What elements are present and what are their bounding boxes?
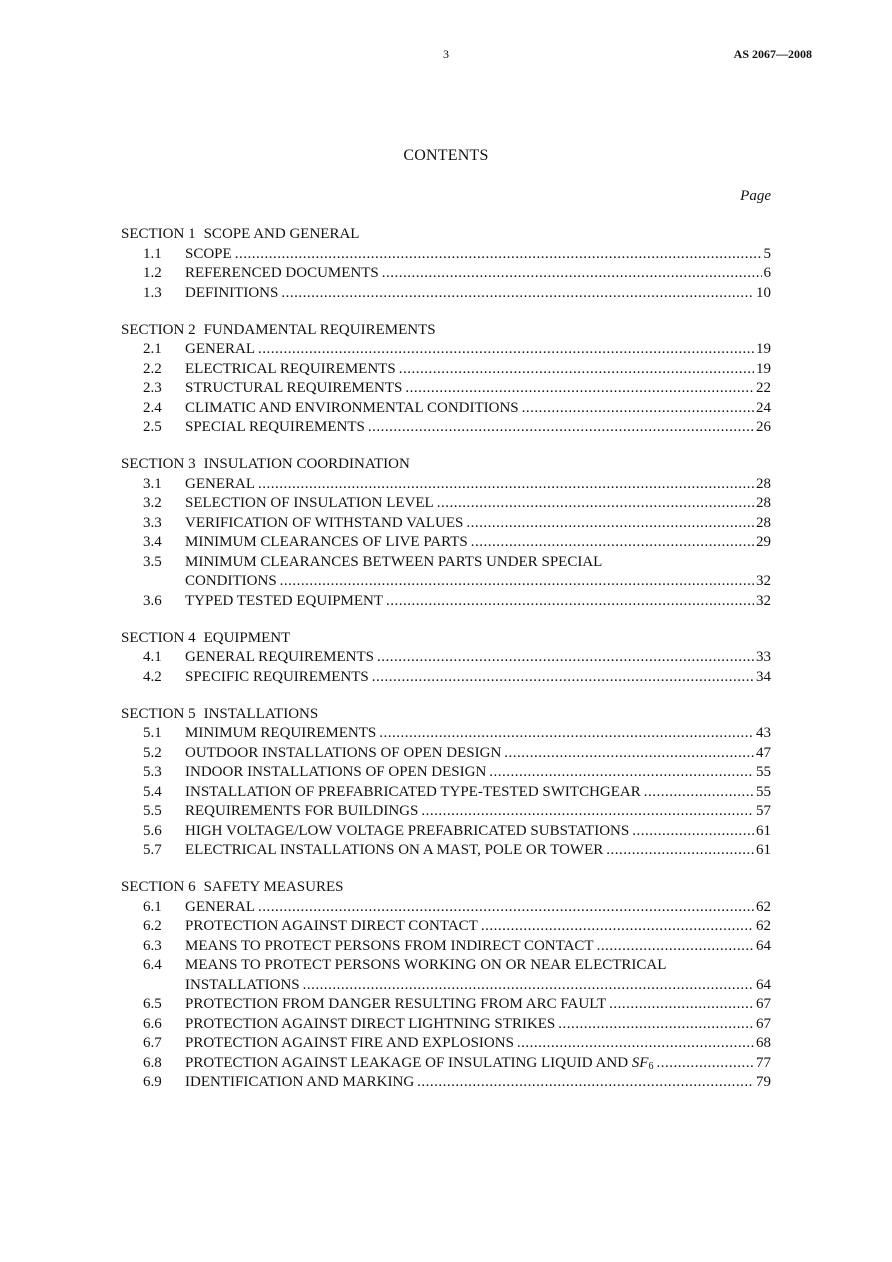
entry-page-number: 61 (756, 842, 771, 859)
entry-page-number: 34 (756, 668, 771, 685)
entry-page-number: 62 (756, 898, 771, 915)
entry-number: 1.3 (143, 284, 162, 301)
entry-number: 2.5 (143, 419, 162, 436)
entry-title-continued: CONDITIONS (185, 573, 277, 590)
toc-entry[interactable] (121, 418, 771, 438)
entry-number: 5.6 (143, 822, 162, 839)
entry-title (185, 399, 519, 419)
entry-page-number: 10 (756, 284, 771, 301)
entry-body (185, 648, 771, 668)
entry-body (185, 724, 771, 744)
entry-page-number: 24 (756, 399, 771, 416)
toc-entry[interactable] (121, 533, 771, 553)
entry-title-text: GENERAL (185, 475, 255, 492)
entry-page-number: 28 (756, 475, 771, 492)
dot-leader (609, 995, 754, 1015)
toc-entry[interactable] (121, 340, 771, 360)
entry-title (185, 245, 232, 265)
entry-line (185, 553, 771, 573)
entry-line (185, 976, 771, 996)
entry-page-number: 28 (756, 495, 771, 512)
section-heading[interactable] (121, 878, 771, 898)
toc-entry[interactable] (121, 937, 771, 957)
section-label: SECTION 5 (121, 705, 196, 722)
entry-number: 2.1 (143, 341, 162, 358)
entry-page-number: 19 (756, 341, 771, 358)
contents-title: CONTENTS (403, 147, 489, 164)
entry-page-number: 6 (763, 265, 771, 281)
entry-body (185, 668, 771, 688)
section-label: SECTION 6 (121, 879, 196, 896)
entry-line (185, 763, 771, 783)
entry-number: 6.8 (143, 1054, 162, 1071)
entry-number: 6.2 (143, 918, 162, 935)
entry-body (185, 898, 771, 918)
entry-title (185, 783, 641, 803)
entry-title (185, 937, 594, 957)
entry-body (185, 399, 771, 419)
entry-page-number: 33 (756, 649, 771, 666)
entry-title-text: PROTECTION AGAINST DIRECT CONTACT (185, 918, 478, 935)
toc-section (121, 225, 771, 303)
dot-leader (379, 724, 754, 744)
entry-number: 3.6 (143, 592, 162, 609)
entry-title (185, 668, 369, 688)
entry-line (185, 668, 771, 688)
dot-leader (504, 744, 754, 764)
toc-entry[interactable] (121, 1034, 771, 1054)
toc-entry[interactable] (121, 648, 771, 668)
entry-title (185, 995, 606, 1015)
entry-title (185, 494, 434, 514)
section-heading[interactable] (121, 455, 771, 475)
entry-number: 2.3 (143, 380, 162, 397)
entry-title (185, 553, 602, 573)
entry-page-number: 77 (756, 1054, 771, 1071)
entry-line (185, 475, 771, 495)
entry-line (185, 340, 771, 360)
entry-line (185, 841, 771, 861)
dot-leader (644, 783, 754, 803)
entry-body (185, 284, 771, 304)
dot-leader (399, 360, 754, 380)
entry-title (185, 284, 278, 304)
dot-leader (632, 822, 754, 842)
entry-line (185, 783, 771, 803)
entry-line (185, 418, 771, 438)
section-heading[interactable] (121, 225, 771, 245)
entry-number: 4.2 (143, 668, 162, 685)
entry-title-text: STRUCTURAL REQUIREMENTS (185, 380, 403, 397)
entry-line (185, 898, 771, 918)
entry-line (185, 1034, 771, 1054)
dot-leader (386, 592, 754, 612)
entry-line (185, 245, 771, 265)
entry-line (185, 379, 771, 399)
section-label: SECTION 4 (121, 629, 196, 646)
entry-title-text: SPECIAL REQUIREMENTS (185, 419, 365, 436)
entry-page-number: 64 (756, 937, 771, 954)
dot-leader (258, 340, 754, 360)
entry-number: 3.4 (143, 534, 162, 551)
entry-title-text: GENERAL (185, 341, 255, 358)
entry-title (185, 360, 396, 380)
dot-leader (522, 399, 754, 419)
entry-title (185, 1015, 555, 1035)
entry-title (185, 264, 379, 284)
entry-title (185, 724, 376, 744)
dot-leader (489, 763, 754, 783)
entry-title-text: MEANS TO PROTECT PERSONS FROM INDIRECT CONTACT (185, 937, 594, 954)
page-number: 3 (443, 47, 449, 61)
entry-title (185, 1034, 514, 1054)
entry-body (185, 917, 771, 937)
dot-leader (597, 937, 754, 957)
entry-title (185, 956, 666, 976)
entry-line (185, 592, 771, 612)
entry-title-text: INDOOR INSTALLATIONS OF OPEN DESIGN (185, 764, 487, 781)
entry-title (185, 340, 255, 360)
entry-number: 6.9 (143, 1074, 162, 1091)
dot-leader (303, 976, 754, 996)
entry-title-text: VERIFICATION OF WITHSTAND VALUES (185, 514, 464, 531)
entry-body (185, 1073, 771, 1093)
toc-entry[interactable] (121, 1054, 771, 1074)
entry-title (185, 648, 374, 668)
entry-title (185, 533, 468, 553)
entry-number: 3.5 (143, 553, 162, 570)
entry-number: 3.2 (143, 495, 162, 512)
entry-number: 1.2 (143, 265, 162, 281)
entry-title (185, 379, 402, 399)
entry-body (185, 553, 771, 592)
dot-leader (558, 1015, 754, 1035)
entry-title (185, 917, 478, 937)
toc-entry[interactable] (121, 399, 771, 419)
section-label: SECTION 1 (121, 226, 196, 242)
entry-page-number: 43 (756, 725, 771, 742)
entry-page-number: 79 (756, 1074, 771, 1091)
entry-body (185, 494, 771, 514)
entry-title-text: INSTALLATION OF PREFABRICATED TYPE-TESTED SWITCHGEAR (185, 783, 641, 800)
entry-body (185, 360, 771, 380)
entry-number: 6.4 (143, 957, 162, 974)
entry-title-text: GENERAL REQUIREMENTS (185, 649, 375, 666)
dot-leader (405, 379, 754, 399)
entry-page-number: 26 (756, 419, 771, 436)
toc-entry[interactable] (121, 553, 771, 592)
toc-entry[interactable] (121, 1073, 771, 1093)
dot-leader (417, 1073, 754, 1093)
dot-leader (466, 514, 754, 534)
entry-line (185, 995, 771, 1015)
entry-line (185, 917, 771, 937)
entry-page-number: 28 (756, 514, 771, 531)
entry-title-text: PROTECTION FROM DANGER RESULTING FROM ARC FAULT (185, 996, 607, 1013)
toc-entry[interactable] (121, 494, 771, 514)
entry-number: 1.1 (143, 245, 162, 262)
toc-entry[interactable] (121, 744, 771, 764)
toc-entry[interactable] (121, 514, 771, 534)
entry-line (185, 494, 771, 514)
dot-leader (471, 533, 754, 553)
entry-title-text: SPECIFIC REQUIREMENTS (185, 668, 369, 685)
section-heading[interactable] (121, 705, 771, 725)
dot-leader (280, 572, 754, 592)
entry-number: 5.5 (143, 803, 162, 820)
entry-body (185, 822, 771, 842)
section-label: SECTION 2 (121, 321, 196, 338)
entry-body (185, 533, 771, 553)
toc-section (121, 705, 771, 861)
entry-title-text: GENERAL (185, 898, 255, 915)
toc-entry[interactable] (121, 822, 771, 842)
toc-section (121, 321, 771, 438)
entry-title-subscript: 6 (648, 1060, 654, 1072)
entry-page-number: 47 (756, 744, 771, 761)
entry-body (185, 995, 771, 1015)
toc-entry[interactable] (121, 783, 771, 803)
entry-line (185, 724, 771, 744)
entry-line (185, 956, 771, 976)
dot-leader (235, 245, 762, 265)
entry-title-text: REFERENCED DOCUMENTS (185, 265, 379, 281)
entry-title-text: CLIMATIC AND ENVIRONMENTAL CONDITIONS (185, 399, 519, 416)
entry-page-number: 32 (756, 592, 771, 609)
entry-title (185, 898, 255, 918)
entry-body (185, 802, 771, 822)
dot-leader (656, 1054, 754, 1074)
entry-title (185, 1073, 414, 1093)
entry-number: 6.3 (143, 937, 162, 954)
section-heading[interactable] (121, 629, 771, 649)
entry-title-text: ELECTRICAL INSTALLATIONS ON A MAST, POLE OR TOWER (185, 842, 604, 859)
entry-page-number: 5 (763, 245, 771, 262)
dot-leader (421, 802, 754, 822)
entry-page-number: 55 (756, 764, 771, 781)
dot-leader (377, 648, 754, 668)
toc-entry[interactable] (121, 284, 771, 304)
toc-entry[interactable] (121, 668, 771, 688)
entry-page-number: 29 (756, 534, 771, 551)
toc-entry[interactable] (121, 841, 771, 861)
toc-entry[interactable] (121, 360, 771, 380)
toc-entry[interactable] (121, 1015, 771, 1035)
entry-number: 5.4 (143, 783, 162, 800)
entry-line (185, 822, 771, 842)
entry-body (185, 1054, 771, 1074)
entry-title (185, 763, 486, 783)
toc-entry[interactable] (121, 379, 771, 399)
entry-line (185, 802, 771, 822)
toc-entry[interactable] (121, 592, 771, 612)
entry-title-text: PROTECTION AGAINST DIRECT LIGHTNING STRIKES (185, 1015, 556, 1032)
entry-title-text: MINIMUM CLEARANCES BETWEEN PARTS UNDER SPECIAL (185, 553, 603, 570)
entry-line (185, 264, 771, 284)
toc-entry[interactable] (121, 802, 771, 822)
section-title: SCOPE AND GENERAL (203, 226, 360, 242)
entry-page-number: 67 (756, 996, 771, 1013)
dot-leader (372, 668, 754, 688)
dot-leader (281, 284, 754, 304)
entry-page-number: 61 (756, 822, 771, 839)
entry-number: 6.5 (143, 996, 162, 1013)
toc-section (121, 629, 771, 688)
entry-title-text: MINIMUM REQUIREMENTS (185, 725, 377, 742)
toc-entry[interactable] (121, 956, 771, 995)
entry-page-number: 68 (756, 1035, 771, 1052)
section-title: INSTALLATIONS (203, 705, 319, 722)
entry-page-number: 57 (756, 803, 771, 820)
entry-title-text: PROTECTION AGAINST FIRE AND EXPLOSIONS (185, 1035, 514, 1052)
dot-leader (258, 898, 754, 918)
entry-number: 6.1 (143, 898, 162, 915)
entry-line (185, 514, 771, 534)
dot-leader (382, 264, 762, 284)
entry-page-number: 67 (756, 1015, 771, 1032)
toc-section (121, 455, 771, 611)
entry-line (185, 648, 771, 668)
entry-number: 5.3 (143, 764, 162, 781)
table-of-contents (121, 225, 771, 1111)
entry-body (185, 264, 771, 284)
entry-body (185, 1015, 771, 1035)
entry-line (185, 937, 771, 957)
entry-line (185, 572, 771, 592)
dot-leader (517, 1034, 754, 1054)
entry-body (185, 514, 771, 534)
entry-title (185, 822, 629, 842)
entry-title-text: SCOPE (185, 245, 232, 262)
dot-leader (258, 475, 754, 495)
entry-title-text: ELECTRICAL REQUIREMENTS (185, 360, 396, 377)
entry-line (185, 1073, 771, 1093)
toc-entry[interactable] (121, 917, 771, 937)
document-code: AS 2067—2008 (733, 47, 812, 61)
section-title: INSULATION COORDINATION (203, 456, 410, 473)
toc-entry[interactable] (121, 724, 771, 744)
entry-title (185, 841, 603, 861)
entry-number: 2.2 (143, 360, 162, 377)
dot-leader (481, 917, 754, 937)
entry-body (185, 763, 771, 783)
toc-section (121, 878, 771, 1093)
entry-page-number: 22 (756, 380, 771, 397)
toc-entry[interactable] (121, 264, 771, 284)
toc-entry[interactable] (121, 475, 771, 495)
entry-title-continued: INSTALLATIONS (185, 976, 300, 993)
section-heading[interactable] (121, 321, 771, 341)
toc-entry[interactable] (121, 995, 771, 1015)
entry-title (185, 475, 255, 495)
entry-number: 5.2 (143, 744, 162, 761)
entry-page-number: 64 (756, 976, 771, 993)
entry-line (185, 1015, 771, 1035)
entry-number: 4.1 (143, 649, 162, 666)
entry-line (185, 360, 771, 380)
entry-title (185, 802, 418, 822)
entry-title (185, 592, 383, 612)
entry-title-text: SELECTION OF INSULATION LEVEL (185, 495, 434, 512)
entry-title-text: MEANS TO PROTECT PERSONS WORKING ON OR NEAR ELECTRICAL (185, 957, 667, 974)
section-title: FUNDAMENTAL REQUIREMENTS (203, 321, 436, 338)
entry-number: 2.4 (143, 399, 162, 416)
entry-body (185, 841, 771, 861)
toc-entry[interactable] (121, 898, 771, 918)
section-title: SAFETY MEASURES (203, 879, 344, 896)
entry-body (185, 245, 771, 265)
toc-entry[interactable] (121, 245, 771, 265)
entry-page-number: 55 (756, 783, 771, 800)
entry-number: 5.7 (143, 842, 162, 859)
entry-title (185, 418, 365, 438)
entry-line (185, 1054, 771, 1074)
entry-body (185, 937, 771, 957)
section-label: SECTION 3 (121, 456, 196, 473)
entry-title-text: REQUIREMENTS FOR BUILDINGS (185, 803, 419, 820)
entry-number: 6.6 (143, 1015, 162, 1032)
toc-entry[interactable] (121, 763, 771, 783)
entry-title-formula: SF (631, 1054, 649, 1071)
entry-line (185, 533, 771, 553)
entry-number: 5.1 (143, 725, 162, 742)
entry-title-text: PROTECTION AGAINST LEAKAGE OF INSULATING LIQUID AND (185, 1054, 629, 1071)
entry-title (185, 514, 463, 534)
entry-title-text: TYPED TESTED EQUIPMENT (185, 592, 384, 609)
entry-page-number: 62 (756, 918, 771, 935)
entry-body (185, 744, 771, 764)
entry-number: 6.7 (143, 1035, 162, 1052)
entry-title-text: MINIMUM CLEARANCES OF LIVE PARTS (185, 534, 468, 551)
entry-body (185, 418, 771, 438)
entry-title-text: DEFINITIONS (185, 284, 279, 301)
entry-number: 3.1 (143, 475, 162, 492)
entry-line (185, 399, 771, 419)
entry-line (185, 744, 771, 764)
entry-number: 3.3 (143, 514, 162, 531)
entry-title-text: HIGH VOLTAGE/LOW VOLTAGE PREFABRICATED SUBSTATIONS (185, 822, 630, 839)
page-column-label: Page (740, 188, 771, 204)
entry-body (185, 340, 771, 360)
entry-body (185, 1034, 771, 1054)
dot-leader (437, 494, 754, 514)
entry-line (185, 284, 771, 304)
entry-title (185, 744, 501, 764)
entry-body (185, 783, 771, 803)
entry-body (185, 956, 771, 995)
entry-body (185, 475, 771, 495)
entry-page-number: 19 (756, 360, 771, 377)
dot-leader (606, 841, 754, 861)
entry-body (185, 379, 771, 399)
entry-page-number: 32 (756, 573, 771, 590)
entry-body (185, 592, 771, 612)
dot-leader (368, 418, 754, 438)
entry-title-text: OUTDOOR INSTALLATIONS OF OPEN DESIGN (185, 744, 502, 761)
section-title: EQUIPMENT (203, 629, 291, 646)
entry-title-text: IDENTIFICATION AND MARKING (185, 1074, 415, 1091)
